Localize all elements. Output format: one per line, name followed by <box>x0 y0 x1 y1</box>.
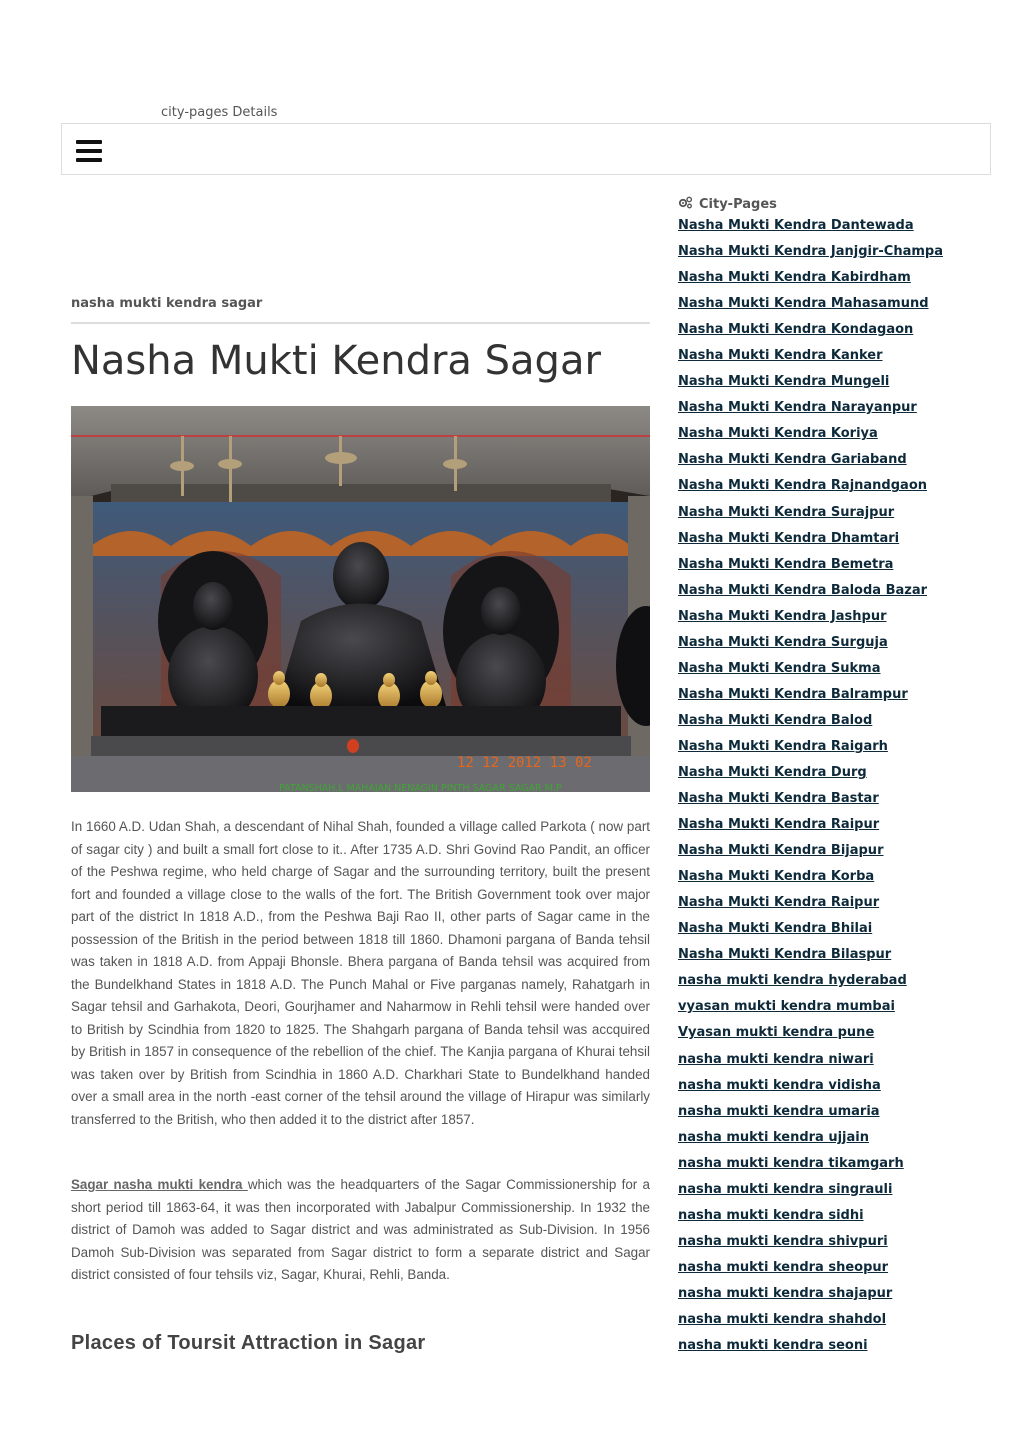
city-page-link[interactable]: nasha mukti kendra sidhi <box>678 1207 864 1223</box>
list-item <box>678 891 978 917</box>
list-item <box>678 995 978 1021</box>
list-item <box>678 1308 978 1334</box>
city-page-link[interactable]: Nasha Mukti Kendra Narayanpur <box>678 400 917 416</box>
city-page-link[interactable]: Nasha Mukti Kendra Raipur <box>678 895 880 911</box>
breadcrumb: nasha mukti kendra sagar <box>71 290 650 324</box>
list-item <box>678 266 978 292</box>
list-item <box>678 761 978 787</box>
city-page-link[interactable]: nasha mukti kendra shajapur <box>678 1285 893 1301</box>
list-item <box>678 1100 978 1126</box>
city-page-link[interactable]: Nasha Mukti Kendra Kondagaon <box>678 322 914 338</box>
city-page-link[interactable]: nasha mukti kendra umaria <box>678 1103 880 1119</box>
list-item <box>678 214 978 240</box>
city-page-link[interactable]: nasha mukti kendra niwari <box>678 1051 874 1067</box>
city-page-link[interactable]: Nasha Mukti Kendra Dantewada <box>678 218 914 233</box>
list-item <box>678 240 978 266</box>
city-page-link[interactable]: Nasha Mukti Kendra Balod <box>678 712 873 728</box>
city-page-link[interactable]: Nasha Mukti Kendra Surajpur <box>678 504 895 520</box>
list-item <box>678 865 978 891</box>
sagar-nasha-mukti-link[interactable]: Sagar nasha mukti kendra <box>71 1177 248 1192</box>
sidebar-heading: City-Pages <box>678 194 978 214</box>
city-page-link[interactable]: Nasha Mukti Kendra Raigarh <box>678 738 888 754</box>
city-page-link[interactable]: Nasha Mukti Kendra Janjgir-Champa <box>678 244 943 260</box>
page-title: Nasha Mukti Kendra Sagar <box>71 338 601 384</box>
section-heading: Places of Toursit Attraction in Sagar <box>71 1332 426 1354</box>
menu-icon[interactable] <box>76 140 102 162</box>
city-page-link[interactable]: nasha mukti kendra singrauli <box>678 1181 893 1197</box>
city-page-link[interactable]: Nasha Mukti Kendra Kabirdham <box>678 270 911 286</box>
list-item <box>678 709 978 735</box>
city-page-link[interactable]: Nasha Mukti Kendra Rajnandgaon <box>678 478 927 494</box>
list-item <box>678 579 978 605</box>
city-page-link[interactable]: Nasha Mukti Kendra Sukma <box>678 660 881 676</box>
commissionership-paragraph: Sagar nasha mukti kendra which was the headquarters of the Sagar Commissionership for a short period till 1863-64, it was then incorporated with Jabalpur Commissionership. In 1932 the district of Damoh was added to Sagar district and was administrated as Sub-Division. In 1956 Damoh Sub-Division was separated from Sagar district to form a separate district and Sagar district consisted of four tehsils viz, Sagar, Khurai, Rehli, Banda. <box>71 1177 650 1282</box>
list-item <box>678 657 978 683</box>
list-item <box>678 527 978 553</box>
city-page-link[interactable]: Vyasan mukti kendra pune <box>678 1025 875 1041</box>
city-page-link[interactable]: Nasha Mukti Kendra Bemetra <box>678 556 894 572</box>
list-item <box>678 1048 978 1074</box>
list-item <box>678 969 978 995</box>
list-item <box>678 1282 978 1308</box>
list-item <box>678 787 978 813</box>
list-item <box>678 813 978 839</box>
city-page-link[interactable]: Nasha Mukti Kendra Kanker <box>678 348 883 364</box>
list-item <box>678 839 978 865</box>
list-item <box>678 318 978 344</box>
city-page-link[interactable]: Nasha Mukti Kendra Dhamtari <box>678 530 900 546</box>
city-page-link[interactable]: Nasha Mukti Kendra Bilaspur <box>678 947 892 963</box>
list-item <box>678 422 978 448</box>
city-page-link[interactable]: Nasha Mukti Kendra Bijapur <box>678 843 884 859</box>
city-page-link[interactable]: Nasha Mukti Kendra Mungeli <box>678 374 890 390</box>
city-page-link[interactable]: nasha mukti kendra ujjain <box>678 1129 869 1145</box>
temple-photo <box>71 406 650 792</box>
list-item <box>678 344 978 370</box>
main-content <box>71 290 650 1354</box>
list-item <box>678 1178 978 1204</box>
city-page-link[interactable]: Nasha Mukti Kendra Durg <box>678 764 867 780</box>
city-page-link[interactable]: Nasha Mukti Kendra Koriya <box>678 426 878 442</box>
list-item <box>678 474 978 500</box>
list-item <box>678 553 978 579</box>
list-item <box>678 1256 978 1282</box>
city-page-link[interactable]: Nasha Mukti Kendra Balrampur <box>678 686 908 702</box>
list-item <box>678 1074 978 1100</box>
list-item <box>678 1334 978 1360</box>
list-item <box>678 943 978 969</box>
city-page-link[interactable]: Nasha Mukti Kendra Raipur <box>678 817 880 833</box>
list-item <box>678 1126 978 1152</box>
list-item <box>678 683 978 709</box>
city-page-link[interactable]: Nasha Mukti Kendra Korba <box>678 869 875 885</box>
list-item <box>678 1152 978 1178</box>
list-item <box>678 1230 978 1256</box>
list-item <box>678 501 978 527</box>
city-page-link[interactable]: nasha mukti kendra tikamgarh <box>678 1155 904 1171</box>
top-navbar <box>61 123 991 175</box>
list-item <box>678 735 978 761</box>
city-page-link[interactable]: Nasha Mukti Kendra Mahasamund <box>678 296 929 312</box>
city-page-link[interactable]: Nasha Mukti Kendra Surguja <box>678 634 888 650</box>
list-item <box>678 292 978 318</box>
city-page-link[interactable]: Nasha Mukti Kendra Bastar <box>678 791 879 807</box>
city-page-link[interactable]: Nasha Mukti Kendra Gariaband <box>678 452 907 468</box>
photo-caption: PATANSHAH.L MAHAJAN NENAGIN PINTH SAGAR SAGAR M.P <box>279 783 562 792</box>
list-item <box>678 396 978 422</box>
city-page-link[interactable]: Nasha Mukti Kendra Bhilai <box>678 921 873 937</box>
list-item <box>678 370 978 396</box>
sidebar <box>678 194 978 1360</box>
city-page-link[interactable]: nasha mukti kendra hyderabad <box>678 973 907 989</box>
page-label: city-pages Details <box>161 105 278 120</box>
list-item <box>678 448 978 474</box>
city-page-link[interactable]: vyasan mukti kendra mumbai <box>678 999 895 1015</box>
gears-icon <box>678 196 693 213</box>
city-page-link[interactable]: nasha mukti kendra shivpuri <box>678 1233 888 1249</box>
city-page-link[interactable]: Nasha Mukti Kendra Baloda Bazar <box>678 582 928 598</box>
city-page-link[interactable]: nasha mukti kendra vidisha <box>678 1077 881 1093</box>
list-item <box>678 1204 978 1230</box>
list-item <box>678 917 978 943</box>
photo-timestamp: 12 12 2012 13 02 <box>457 755 592 771</box>
list-item <box>678 631 978 657</box>
city-pages-list <box>678 214 978 1360</box>
city-page-link[interactable]: nasha mukti kendra sheopur <box>678 1259 889 1275</box>
city-page-link[interactable]: Nasha Mukti Kendra Jashpur <box>678 608 887 624</box>
list-item <box>678 1021 978 1047</box>
history-paragraph: In 1660 A.D. Udan Shah, a descendant of Nihal Shah, founded a village called Parkota ( now part of sagar city ) and built a small fort close to it.. After 1735 A.D. Shri Govind Rao Pandit, an officer of the Peshwa regime, who held charge of Sagar and the surrounding territory, built the present fort and founded a village close to the walls of the fort. The British Government took over major part of the district In 1818 A.D., from the Peshwa Baji Rao II, other parts of Sagar came in the possession of the British in the period between 1818 till 1860. Dhamoni pargana of Banda tehsil was taken in 1818 A.D. from Appaji Bhonsle. Bhera pargana of Banda tehsil was acquired from the Bundelkhand States in 1818 A.D. The Punch Mahal or Five parganas namely, Rahatgarh in Sagar tehsil and Garhakota, Deori, Gourjhamer and Naharmow in Rehli tehsil were handed over to British by Scindhia from 1820 to 1825. The Shahgarh pargana of Banda tehsil was accquired by British in 1857 in consequence of the rebellion of the chief. The Kanjia pargana of Khurai tehsil was taken over by British from Scindhia in 1860 A.D. Charkhari State to Bundelkhand handed over a small area in the north -east corner of the tehsil around the village of Hirapur was similarly transferred to the British, who then added it to the district after 1857. <box>71 819 650 1127</box>
city-page-link[interactable]: nasha mukti kendra shahdol <box>678 1311 887 1327</box>
list-item <box>678 605 978 631</box>
city-page-link[interactable]: nasha mukti kendra seoni <box>678 1338 868 1354</box>
